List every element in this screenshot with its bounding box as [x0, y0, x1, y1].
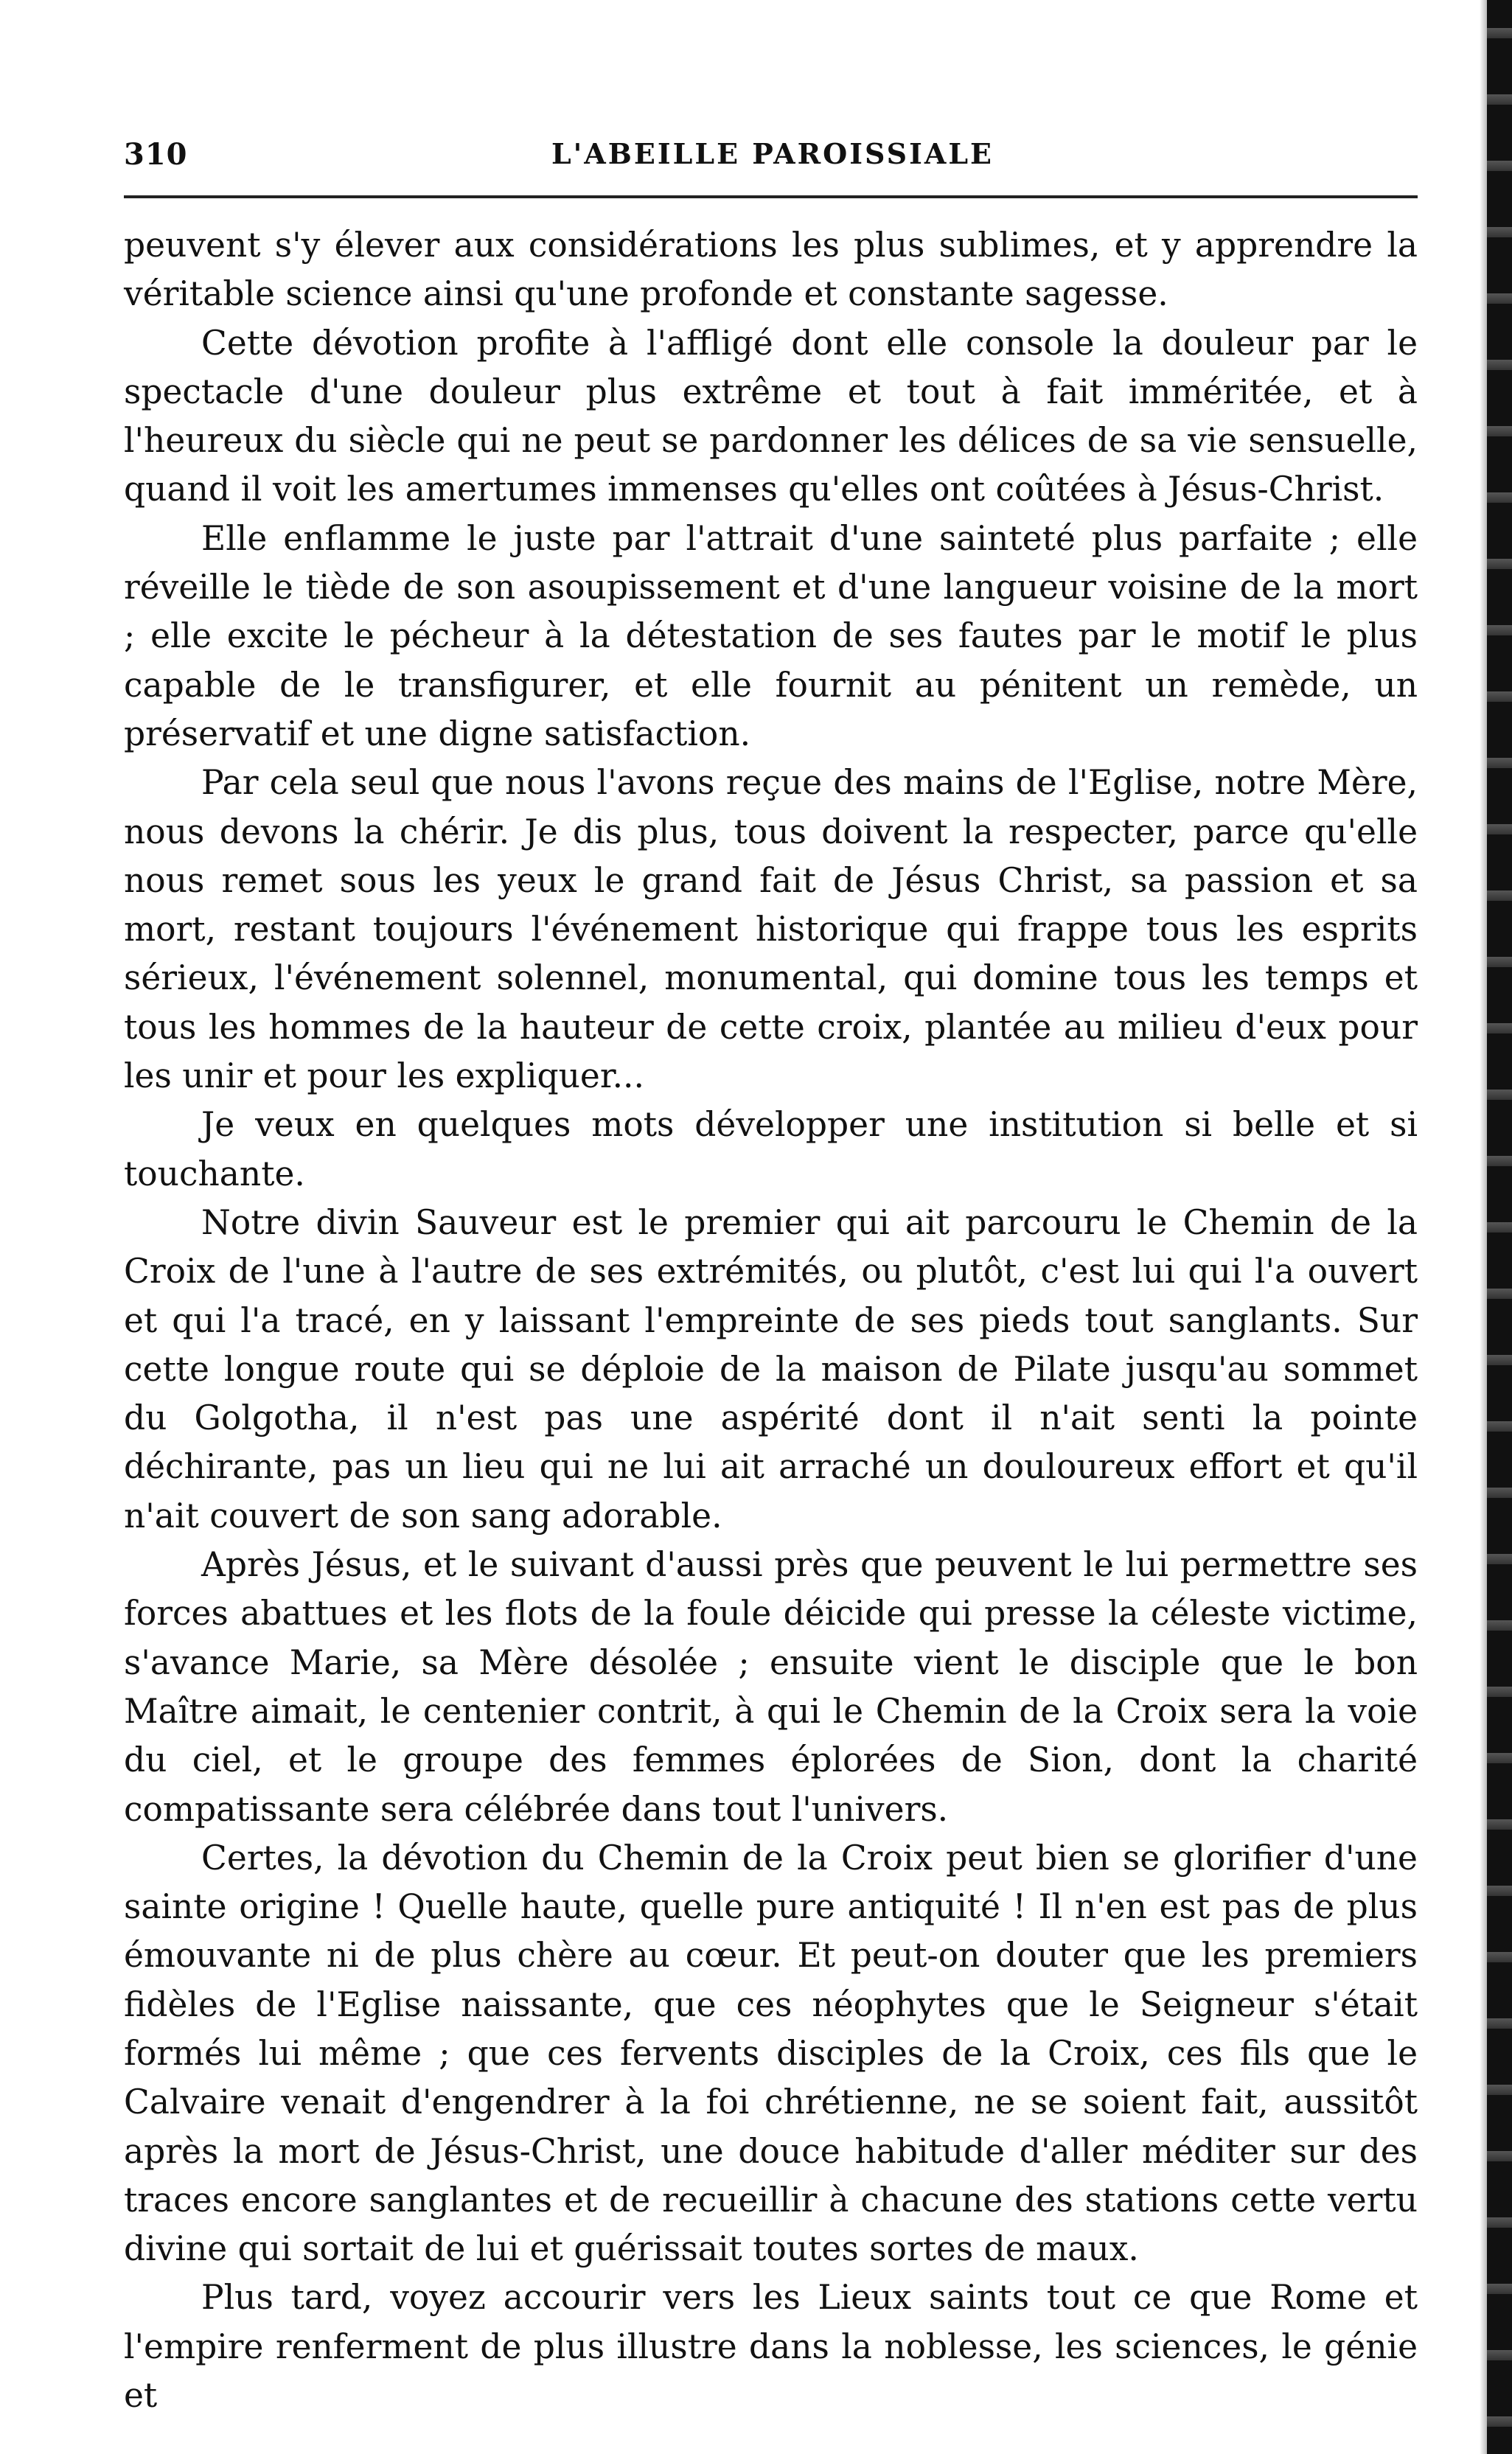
paragraph: Cette dévotion profite à l'affligé dont elle console la douleur par le spectacle d'une douleur plus extrême et tout à fait imméritée, et à l'heureux du siècle qui ne peut se pardonner les délices de sa vie sensuelle, quand il voit les amertumes immenses qu'elles ont coûtées à Jésus-Christ.	[124, 323, 1418, 509]
scan-binding-edge	[1487, 0, 1512, 2454]
paragraph: Elle enflamme le juste par l'attrait d'une sainteté plus parfaite ; elle réveille le tiède de son asoupissement et d'une langueur voisine de la mort ; elle excite le pécheur à la détestation de ses fautes par le motif le plus capable de le transfigurer, et elle fournit au pénitent un remède, un préservatif et une digne satisfaction.	[124, 518, 1418, 753]
journal-title: L'ABEILLE PAROISSIALE	[551, 137, 994, 170]
running-head	[124, 137, 1421, 181]
body-text	[124, 221, 1418, 2420]
scan-shadow	[1480, 0, 1487, 2454]
page-number: 310	[124, 137, 188, 172]
paragraph: Je veux en quelques mots développer une institution si belle et si touchante.	[124, 1105, 1418, 1193]
paragraph: Après Jésus, et le suivant d'aussi près que peuvent le lui permettre ses forces abattues et les flots de la foule déicide qui presse la céleste victime, s'avance Marie, sa Mère désolée ; ensuite vient le disciple que le bon Maître aimait, le centenier contrit, à qui le Chemin de la Croix sera la voie du ciel, et le groupe des femmes éplorées de Sion, dont la charité compatissante sera célébrée dans tout l'univers.	[124, 1545, 1418, 1829]
header-rule	[124, 195, 1418, 198]
paragraph-continuation: peuvent s'y élever aux considérations les plus sublimes, et y apprendre la véritable science ainsi qu'une profonde et constante sagesse.	[124, 226, 1418, 314]
paragraph: Plus tard, voyez accourir vers les Lieux saints tout ce que Rome et l'empire renferment de plus illustre dans la noblesse, les sciences, le génie et	[124, 2278, 1418, 2416]
paragraph: Notre divin Sauveur est le premier qui ait parcouru le Chemin de la Croix de l'une à l'autre de ses extrémités, ou plutôt, c'est lui qui l'a ouvert et qui l'a tracé, en y laissant l'empreinte de ses pieds tout sanglants. Sur cette longue route qui se déploie de la maison de Pilate jusqu'au sommet du Golgotha, il n'est pas une aspérité dont il n'ait senti la pointe déchirante, pas un lieu qui ne lui ait arraché un douloureux effort et qu'il n'ait couvert de son sang adorable.	[124, 1202, 1418, 1536]
paragraph: Par cela seul que nous l'avons reçue des mains de l'Eglise, notre Mère, nous devons la chérir. Je dis plus, tous doivent la respecter, parce qu'elle nous remet sous les yeux le grand fait de Jésus Christ, sa passion et sa mort, restant toujours l'événement historique qui frappe tous les esprits sérieux, l'événement solennel, monumental, qui domine tous les temps et tous les hommes de la hauteur de cette croix, plantée au milieu d'eux pour les unir et pour les expliquer...	[124, 763, 1418, 1096]
paragraph: Certes, la dévotion du Chemin de la Croix peut bien se glorifier d'une sainte origine ! Quelle haute, quelle pure antiquité ! Il n'en est pas de plus émouvante ni de plus chère au cœur. Et peut-on douter que les premiers fidèles de l'Eglise naissante, que ces néophytes que le Seigneur s'était formés lui même ; que ces fervents disciples de la Croix, ces fils que le Calvaire venait d'engendrer à la foi chrétienne, ne se soient fait, aussitôt après la mort de Jésus-Christ, une douce habitude d'aller méditer sur des traces encore sanglantes et de recueillir à chacune des stations cette vertu divine qui sortait de lui et guérissait toutes sortes de maux.	[124, 1838, 1418, 2269]
